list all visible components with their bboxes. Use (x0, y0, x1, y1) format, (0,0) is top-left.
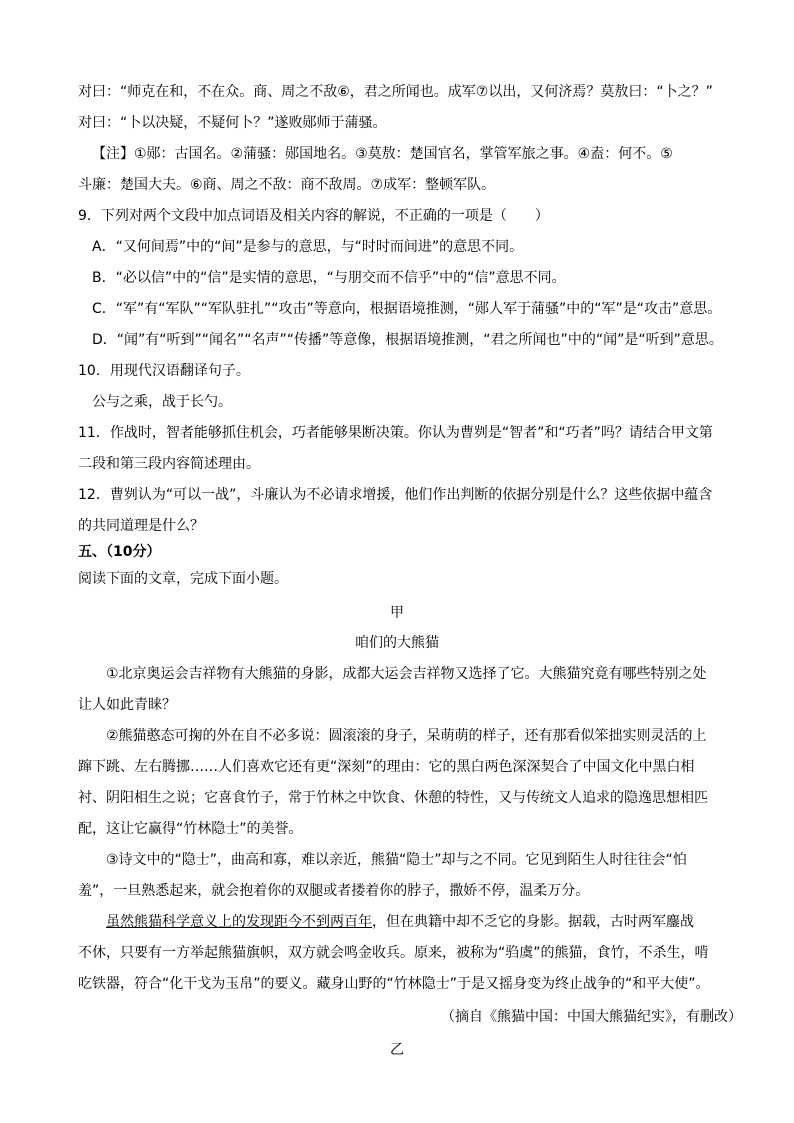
text-label-jia: 甲 (390, 605, 404, 621)
paragraph-2-cont: 衬、阴阳相生之说；它喜食竹子，常于竹林之中饮食、休憩的特性，又与传统文人追求的隐逸思想相匹 (78, 790, 708, 806)
paragraph-1: ①北京奥运会吉祥物有大熊猫的身影，成都大运会吉祥物又选择了它。大熊猫究竟有哪些特别之处 (106, 666, 707, 682)
text-label-yi: 乙 (390, 1042, 404, 1058)
paragraph-2: ②熊猫憨态可掬的外在自不必多说：圆滚滚的身子，呆萌萌的样子，还有那看似笨拙实则灵活的上 (106, 728, 707, 744)
question-10-sentence: 公与之乘，战于长勺。 (92, 394, 232, 410)
option-c: C．“军”有“军队”“军队驻扎”“攻击”等意向，根据语境推测，“郧人军于蒲骚”中的“军”是“攻击”意思。 (92, 301, 722, 317)
question-11: 11．作战时，智者能够抓住机会，巧者能够果断决策。你认为曹刿是“智者”和“巧者”吗？请结合甲文第 (78, 425, 713, 441)
annotation-note: 斗廉：楚国大夫。⑥商、周之不敌：商不敌周。⑦成军：整顿军队。 (78, 177, 496, 193)
question-10: 10．用现代汉语翻译句子。 (78, 363, 250, 379)
option-b: B．“必以信”中的“信”是实情的意思，“与朋交而不信乎”中的“信”意思不同。 (92, 270, 566, 286)
paragraph-2-cont: 蹿下跳、左右腾挪……人们喜欢它还有更“深刻”的理由：它的黑白两色深深契合了中国文化中黑白相 (78, 759, 695, 775)
annotation-note: 【注】①郧：古国名。②蒲骚：郧国地名。③莫敖：楚国官名，掌管军旅之事。④盍：何不。⑤ (92, 146, 673, 162)
question-11-cont: 二段和第三段内容简述理由。 (78, 456, 260, 472)
text-line: 对曰：“卜以决疑，不疑何卜？”遂败郧师于蒲骚。 (78, 115, 387, 131)
paragraph-2-cont: 配，这让它赢得“竹林隐士”的美誉。 (78, 821, 303, 837)
section-five-heading: 五、（10分） (78, 544, 161, 560)
article-title: 咱们的大熊猫 (355, 635, 439, 651)
paragraph-4 (106, 912, 770, 932)
source-citation: （摘自《熊猫中国：中国大熊猫纪实》，有删改） (441, 1009, 742, 1025)
option-a: A．“又何间焉”中的“间”是参与的意思，与“时时而间进”的意思不同。 (92, 239, 524, 255)
text-line: 对曰：“师克在和，不在众。商、周之不敌⑥，君之所闻也。成军⑦以出，又何济焉？莫敖曰：“卜之？” (78, 84, 713, 100)
question-9: 9．下列对两个文段中加点词语及相关内容的解说，不正确的一项是（ ） (78, 208, 549, 224)
paragraph-4-text: ，但在典籍中却不乏它的身影。据载，古时两军鏖战 (372, 914, 694, 930)
paragraph-1-cont: 让人如此青睐？ (78, 697, 176, 713)
underlined-sentence: 虽然熊猫科学意义上的发现距今不到两百年 (106, 914, 372, 930)
option-d: D．“闻”有“听到”“闻名”“名声”“传播”等意像，根据语境推测，“君之所闻也”中的“闻”是“听到”意思。 (92, 332, 723, 348)
paragraph-3: ③诗文中的“隐士”，曲高和寡，难以亲近，熊猫“隐士”却与之不同。它见到陌生人时往往会“怕 (106, 852, 687, 868)
paragraph-4-cont: 吃铁器，符合“化干戈为玉帛”的要义。藏身山野的“竹林隐士”于是又摇身变为终止战争的“和平大使”。 (78, 976, 710, 992)
question-12: 12．曹刿认为“可以一战”，斗廉认为不必请求增援，他们作出判断的依据分别是什么？这些依据中蕴含 (78, 487, 713, 503)
paragraph-4-cont: 不休，只要有一方举起熊猫旗帜，双方就会鸣金收兵。原来，被称为“驺虞”的熊猫，食竹，不杀生，啃 (78, 945, 709, 961)
section-instruction: 阅读下面的文章，完成下面小题。 (78, 571, 288, 587)
paragraph-3-cont: 羞”，一旦熟悉起来，就会抱着你的双腿或者搂着你的脖子，撒娇不停，温柔万分。 (78, 883, 590, 899)
question-12-cont: 的共同道理是什么？ (78, 518, 204, 534)
